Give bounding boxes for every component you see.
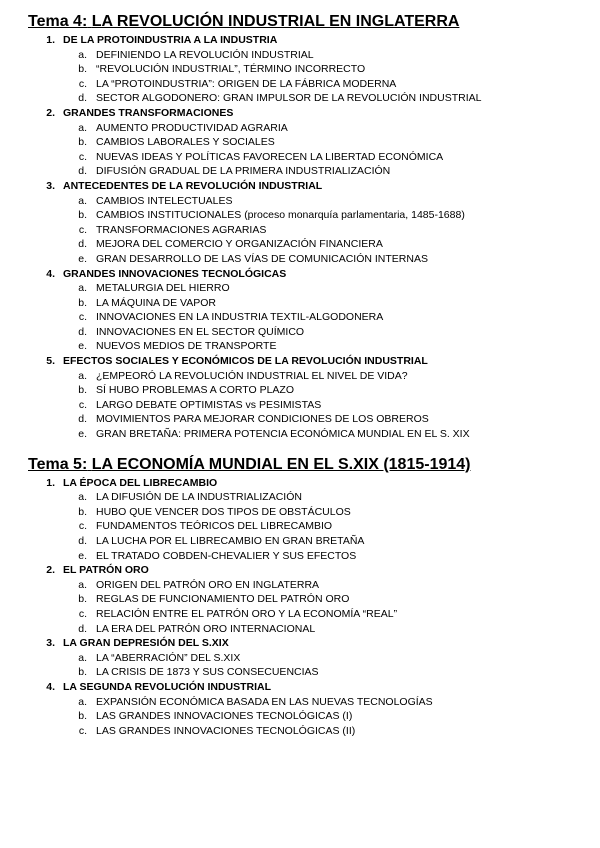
- subitem: [28, 281, 600, 296]
- subitem: [28, 208, 600, 223]
- subitem-list: [28, 695, 600, 739]
- subitem-letter: d.: [78, 622, 87, 635]
- subitem: [28, 383, 600, 398]
- subitem-text: LA ERA DEL PATRÓN ORO INTERNACIONAL: [96, 622, 316, 635]
- subitem: [28, 135, 600, 150]
- subitem: [28, 412, 600, 427]
- subitem: [28, 490, 600, 505]
- subitem-text: AUMENTO PRODUCTIVIDAD AGRARIA: [96, 121, 288, 134]
- subitem-letter: b.: [78, 136, 87, 149]
- subitem-letter: d.: [78, 413, 87, 426]
- section-number: 2.: [46, 564, 55, 577]
- subitem-letter: a.: [78, 48, 87, 61]
- tema-number: Tema 4:: [28, 13, 88, 30]
- subitem-text: NUEVAS IDEAS Y POLÍTICAS FAVORECEN LA LIBERTAD ECONÓMICA: [96, 150, 444, 163]
- subitem-text: HUBO QUE VENCER DOS TIPOS DE OBSTÁCULOS: [96, 505, 351, 518]
- subitem-letter: e.: [78, 340, 87, 353]
- section-item: [28, 680, 600, 738]
- subitem-text: NUEVOS MEDIOS DE TRANSPORTE: [96, 340, 277, 353]
- subitem-letter: c.: [78, 724, 87, 737]
- subitem-letter: e.: [78, 549, 87, 562]
- subitem-letter: c.: [78, 398, 87, 411]
- section-list: [28, 476, 600, 739]
- section-number: 2.: [46, 106, 55, 119]
- subitem: [28, 296, 600, 311]
- subitem-list: [28, 121, 600, 179]
- subitem-text: LARGO DEBATE OPTIMISTAS vs PESIMISTAS: [96, 398, 322, 411]
- subitem-letter: b.: [78, 505, 87, 518]
- subitem: [28, 709, 600, 724]
- section-title: GRANDES INNOVACIONES TECNOLÓGICAS: [63, 267, 287, 280]
- subitem: [28, 77, 600, 92]
- section-heading: [28, 636, 600, 651]
- subitem-text: REGLAS DE FUNCIONAMIENTO DEL PATRÓN ORO: [96, 593, 350, 606]
- subitem: [28, 695, 600, 710]
- section-title: DE LA PROTOINDUSTRIA A LA INDUSTRIA: [63, 34, 278, 46]
- subitem-letter: b.: [78, 593, 87, 606]
- section-item: [28, 563, 600, 636]
- subitem: [28, 310, 600, 325]
- subitem-letter: a.: [78, 651, 87, 664]
- subitem: [28, 534, 600, 549]
- subitem-list: [28, 194, 600, 267]
- subitem-letter: c.: [78, 223, 87, 236]
- subitem-text: “REVOLUCIÓN INDUSTRIAL”, TÉRMINO INCORRECTO: [96, 63, 366, 76]
- subitem-text: EXPANSIÓN ECONÓMICA BASADA EN LAS NUEVAS TECNOLOGÍAS: [96, 695, 433, 708]
- section-number: 1.: [46, 34, 55, 46]
- subitem-text: FUNDAMENTOS TEÓRICOS DEL LIBRECAMBIO: [96, 520, 333, 533]
- tema-name: LA ECONOMÍA MUNDIAL EN EL S.XIX (1815-1914): [91, 455, 471, 473]
- subitem-list: [28, 651, 600, 680]
- subitem-text: SÍ HUBO PROBLEMAS A CORTO PLAZO: [96, 384, 295, 397]
- subitem-letter: b.: [78, 296, 87, 309]
- subitem-text: LA CRISIS DE 1873 Y SUS CONSECUENCIAS: [96, 666, 319, 679]
- subitem: [28, 592, 600, 607]
- section-title: LA SEGUNDA REVOLUCIÓN INDUSTRIAL: [63, 680, 272, 693]
- subitem-text: TRANSFORMACIONES AGRARIAS: [96, 223, 267, 236]
- subitem-letter: e.: [78, 252, 87, 265]
- section-item: [28, 476, 600, 564]
- section-item: [28, 267, 600, 355]
- subitem: [28, 91, 600, 106]
- subitem: [28, 150, 600, 165]
- section-list: [28, 33, 600, 442]
- subitem: [28, 223, 600, 238]
- subitem-text: CAMBIOS INTELECTUALES: [96, 194, 233, 207]
- subitem-text: CAMBIOS INSTITUCIONALES (proceso monarquía parlamentaria, 1485-1688): [96, 209, 465, 222]
- subitem: [28, 237, 600, 252]
- subitem: [28, 622, 600, 637]
- subitem-text: EL TRATADO COBDEN-CHEVALIER Y SUS EFECTOS: [96, 549, 357, 562]
- section-heading: [28, 267, 600, 282]
- subitem-letter: b.: [78, 384, 87, 397]
- subitem-letter: b.: [78, 63, 87, 76]
- section-number: 5.: [46, 355, 55, 368]
- section-item: [28, 354, 600, 442]
- section-number: 3.: [46, 637, 55, 650]
- subitem-text: LA “ABERRACIÓN” DEL S.XIX: [96, 651, 241, 664]
- subitem-text: MEJORA DEL COMERCIO Y ORGANIZACIÓN FINANCIERA: [96, 238, 383, 251]
- subitem-letter: a.: [78, 369, 87, 382]
- subitem-letter: a.: [78, 282, 87, 295]
- subitem: [28, 252, 600, 267]
- subitem: [28, 369, 600, 384]
- subitem-letter: d.: [78, 535, 87, 547]
- subitem-text: LA MÁQUINA DE VAPOR: [96, 296, 217, 309]
- section-title: GRANDES TRANSFORMACIONES: [63, 106, 234, 119]
- subitem: [28, 427, 600, 442]
- subitem: [28, 607, 600, 622]
- subitem: [28, 578, 600, 593]
- subitem-letter: a.: [78, 194, 87, 207]
- section-heading: [28, 563, 600, 578]
- subitem-text: METALURGIA DEL HIERRO: [96, 282, 230, 295]
- subitem-letter: c.: [78, 77, 87, 90]
- subitem-text: DEFINIENDO LA REVOLUCIÓN INDUSTRIAL: [96, 48, 314, 61]
- section-item: [28, 33, 600, 106]
- subitem-text: LA LUCHA POR EL LIBRECAMBIO EN GRAN BRETAÑA: [96, 535, 365, 547]
- section-title: EFECTOS SOCIALES Y ECONÓMICOS DE LA REVOLUCIÓN INDUSTRIAL: [63, 355, 428, 368]
- section-heading: [28, 33, 600, 48]
- subitem-text: LA “PROTOINDUSTRIA”: ORIGEN DE LA FÁBRICA MODERNA: [96, 77, 397, 90]
- subitem-letter: d.: [78, 238, 87, 251]
- section-heading: [28, 354, 600, 369]
- subitem: [28, 62, 600, 77]
- subitem-text: ORIGEN DEL PATRÓN ORO EN INGLATERRA: [96, 578, 320, 591]
- section-number: 3.: [46, 179, 55, 192]
- subitem-text: GRAN DESARROLLO DE LAS VÍAS DE COMUNICACIÓN INTERNAS: [96, 252, 428, 265]
- section-title: EL PATRÓN ORO: [63, 564, 149, 577]
- subitem-letter: c.: [78, 311, 87, 324]
- subitem-letter: a.: [78, 695, 87, 708]
- subitem-letter: b.: [78, 710, 87, 723]
- subitem-text: INNOVACIONES EN LA INDUSTRIA TEXTIL-ALGODONERA: [96, 311, 384, 324]
- subitem-list: [28, 48, 600, 106]
- section-title: ANTECEDENTES DE LA REVOLUCIÓN INDUSTRIAL: [63, 179, 323, 192]
- subitem-text: SECTOR ALGODONERO: GRAN IMPULSOR DE LA REVOLUCIÓN INDUSTRIAL: [96, 92, 482, 105]
- subitem-list: [28, 281, 600, 354]
- subitem: [28, 519, 600, 534]
- subitem-list: [28, 578, 600, 636]
- tema-number: Tema 5:: [28, 455, 88, 473]
- subitem-letter: e.: [78, 428, 87, 441]
- subitem-text: MOVIMIENTOS PARA MEJORAR CONDICIONES DE LOS OBREROS: [96, 413, 429, 426]
- subitem: [28, 724, 600, 739]
- subitem-list: [28, 490, 600, 563]
- section-heading: [28, 476, 600, 491]
- section-item: [28, 106, 600, 179]
- subitem-list: [28, 369, 600, 442]
- subitem-text: CAMBIOS LABORALES Y SOCIALES: [96, 136, 275, 149]
- subitem-letter: d.: [78, 92, 87, 105]
- subitem-letter: c.: [78, 150, 87, 163]
- tema-title: [28, 455, 600, 475]
- tema-block: [28, 455, 600, 739]
- subitem-text: GRAN BRETAÑA: PRIMERA POTENCIA ECONÓMICA MUNDIAL EN EL S. XIX: [96, 428, 470, 441]
- subitem: [28, 398, 600, 413]
- subitem-text: LAS GRANDES INNOVACIONES TECNOLÓGICAS (II): [96, 724, 356, 737]
- subitem-letter: a.: [78, 491, 87, 504]
- subitem: [28, 48, 600, 63]
- subitem-text: LA DIFUSIÓN DE LA INDUSTRIALIZACIÓN: [96, 491, 302, 504]
- tema-title: [28, 12, 600, 32]
- subitem-text: ¿EMPEORÓ LA REVOLUCIÓN INDUSTRIAL EL NIVEL DE VIDA?: [96, 369, 408, 382]
- section-item: [28, 636, 600, 680]
- section-item: [28, 179, 600, 267]
- subitem: [28, 549, 600, 564]
- section-heading: [28, 106, 600, 121]
- subitem: [28, 164, 600, 179]
- subitem: [28, 325, 600, 340]
- subitem-letter: b.: [78, 666, 87, 679]
- subitem-text: DIFUSIÓN GRADUAL DE LA PRIMERA INDUSTRIALIZACIÓN: [96, 165, 391, 178]
- section-heading: [28, 179, 600, 194]
- section-number: 4.: [46, 680, 55, 693]
- subitem: [28, 194, 600, 209]
- section-title: LA ÉPOCA DEL LIBRECAMBIO: [63, 476, 218, 489]
- subitem: [28, 121, 600, 136]
- subitem-letter: a.: [78, 121, 87, 134]
- subitem-letter: d.: [78, 165, 87, 178]
- subitem: [28, 339, 600, 354]
- subitem: [28, 651, 600, 666]
- subitem-letter: c.: [78, 607, 87, 620]
- subitem-letter: d.: [78, 325, 87, 338]
- subitem-text: LAS GRANDES INNOVACIONES TECNOLÓGICAS (I): [96, 710, 353, 723]
- subitem-text: RELACIÓN ENTRE EL PATRÓN ORO Y LA ECONOMÍA “REAL”: [96, 607, 398, 620]
- section-title: LA GRAN DEPRESIÓN DEL S.XIX: [63, 637, 229, 650]
- subitem-letter: a.: [78, 578, 87, 591]
- subitem-letter: c.: [78, 520, 87, 533]
- subitem: [28, 665, 600, 680]
- section-heading: [28, 680, 600, 695]
- section-number: 4.: [46, 267, 55, 280]
- section-number: 1.: [46, 476, 55, 489]
- subitem: [28, 505, 600, 520]
- tema-name: LA REVOLUCIÓN INDUSTRIAL EN INGLATERRA: [91, 13, 460, 30]
- subitem-text: INNOVACIONES EN EL SECTOR QUÍMICO: [96, 325, 305, 338]
- tema-block: [28, 12, 600, 442]
- subitem-letter: b.: [78, 209, 87, 222]
